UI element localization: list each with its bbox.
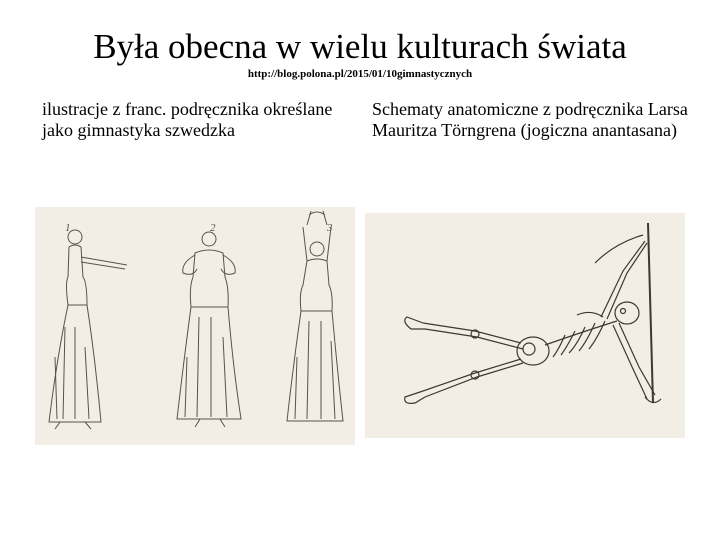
woman-figure-3 [287, 211, 343, 421]
swedish-gymnastics-illustration [35, 207, 355, 445]
figure-number-3: 3 [327, 222, 333, 234]
woman-figure-1 [49, 230, 127, 429]
skeleton-figure [405, 223, 661, 403]
anatomical-skeleton-illustration [365, 213, 685, 438]
gymnastics-figures-drawing [35, 207, 355, 445]
slide-title: Była obecna w wielu kulturach świata [93, 27, 627, 66]
source-url: http://blog.polona.pl/2015/01/10gimnastycznych [247, 68, 473, 80]
right-caption: Schematy anatomiczne z podręcznika Larsa Mauritza Törngrena (jogiczna anantasana) [372, 99, 688, 140]
left-caption: ilustracje z franc. podręcznika określane jako gimnastyka szwedzka [42, 99, 333, 140]
skeleton-plank-drawing [365, 213, 685, 438]
woman-figure-2 [177, 232, 241, 427]
figure-number-2: 2 [210, 222, 216, 234]
figure-number-1: 1 [65, 222, 71, 234]
